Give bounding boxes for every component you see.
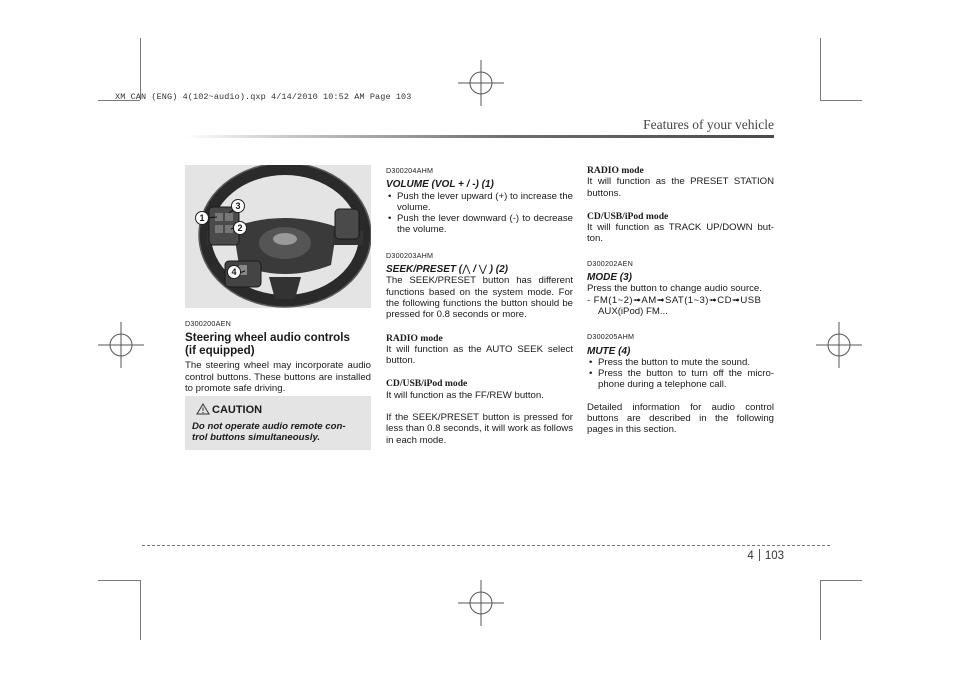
registration-mark-left-icon: [96, 320, 146, 370]
print-slug: XM CAN (ENG) 4(102~audio).qxp 4/14/2010 10:52 AM Page 103: [115, 92, 412, 102]
seek-cd-heading: CD/USB/iPod mode: [386, 378, 468, 390]
page-number: [747, 549, 784, 562]
preset-radio-heading: RADIO mode: [587, 165, 644, 176]
page-number-value: 103: [764, 550, 784, 562]
callout-2: 2: [233, 221, 247, 235]
preset-cd-body: It will function as TRACK UP/DOWN but-ton.: [587, 222, 774, 245]
caution-text-line1: Do not operate audio remote con-: [192, 421, 346, 432]
seek-up-icon: ⋀: [462, 264, 471, 276]
seek-radio-body: It will function as the AUTO SEEK select button.: [386, 343, 573, 367]
seek-radio-heading: RADIO mode: [386, 332, 443, 344]
page-header-title: Features of your vehicle: [643, 117, 774, 132]
callout-1: 1: [195, 211, 209, 225]
warning-triangle-icon: [196, 403, 210, 415]
seek-code: D300203AHM: [386, 250, 434, 260]
volume-code: D300204AHM: [386, 166, 434, 175]
steering-wheel-icon: [185, 165, 371, 308]
mode-sequence-line2: AUX(iPod) FM...: [598, 305, 668, 317]
intro-paragraph: The steering wheel may incorporate audio control buttons. These buttons are installed to promote safe driving.: [185, 360, 371, 394]
registration-mark-right-icon: [814, 320, 864, 370]
volume-bullets: [386, 191, 573, 236]
section-code: D300200AEN: [185, 319, 231, 328]
mode-code: D300202AEN: [587, 258, 633, 268]
seek-cd-body: It will function as the FF/REW button.: [386, 389, 544, 401]
caution-box: [185, 396, 371, 450]
volume-bullet: • Push the lever downward (-) to decrease the volume.: [386, 213, 573, 236]
preset-cd-heading: CD/USB/iPod mode: [587, 210, 669, 222]
footer-rule: [142, 545, 830, 546]
caution-text-line2: trol buttons simultaneously.: [192, 432, 321, 444]
header-rule: [185, 135, 774, 138]
seek-title: SEEK/PRESET (⋀ / ⋁ ) (2): [386, 264, 508, 276]
registration-mark-bottom-icon: [456, 578, 506, 628]
mode-body: Press the button to change audio source.: [587, 283, 762, 295]
caution-title: CAUTION: [212, 404, 263, 416]
short-press-paragraph: If the SEEK/PRESET button is pressed for less than 0.8 seconds, it will work as follows in each mode.: [386, 412, 573, 446]
middle-column: [386, 165, 573, 446]
volume-bullet: • Push the lever upward (+) to increase the volume.: [386, 191, 573, 214]
registration-mark-top-icon: [456, 58, 506, 108]
section-heading-line1: Steering wheel audio controls: [185, 331, 350, 345]
mute-code: D300205AHM: [587, 332, 635, 342]
mode-title: MODE (3): [587, 272, 632, 284]
mute-title: MUTE (4): [587, 345, 631, 357]
mute-bullet: • Press the button to turn off the micro-phone during a telephone call.: [587, 368, 774, 391]
volume-title: VOLUME (VOL + / -) (1): [386, 179, 494, 191]
caution-text: [192, 421, 368, 444]
preset-radio-body: It will function as the PRESET STATION buttons.: [587, 176, 774, 199]
detail-paragraph: Detailed information for audio control buttons are described in the following pages in this section.: [587, 401, 774, 436]
chapter-number: 4: [747, 550, 754, 562]
callout-3: 3: [231, 199, 245, 213]
left-column: [185, 318, 371, 394]
right-column: [587, 165, 774, 436]
mode-sequence-line1: - FM(1~2)➟AM➟SAT(1~3)➟CD➟USB: [587, 294, 762, 306]
callout-4: 4: [227, 265, 241, 279]
seek-down-icon: ⋁: [478, 264, 487, 276]
section-heading-line2: (if equipped): [185, 343, 255, 357]
mute-bullets: [587, 357, 774, 391]
steering-wheel-photo: [185, 165, 371, 308]
mute-bullet: • Press the button to mute the sound.: [587, 357, 774, 368]
seek-body: The SEEK/PRESET button has different functions based on the system mode. For the following functions the button should be pressed for 0.8 seconds or more.: [386, 275, 573, 321]
